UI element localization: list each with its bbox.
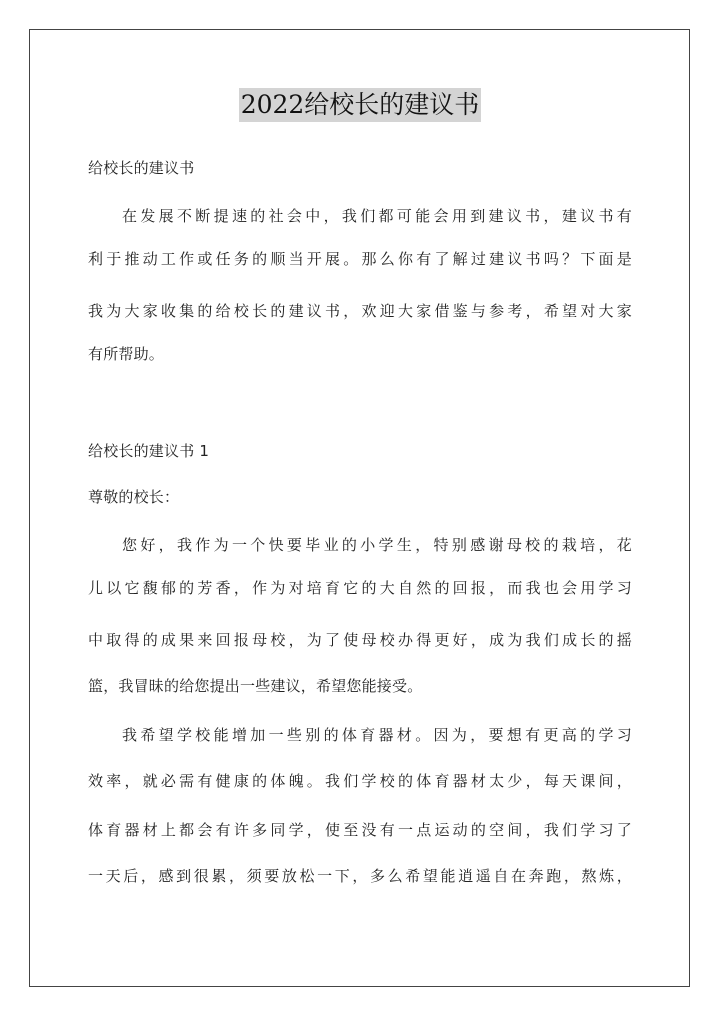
paragraph1-line-1: 您好，我作为一个快要毕业的小学生，特别感谢母校的栽培，花 bbox=[122, 536, 632, 554]
intro-line-3: 我为大家收集的给校长的建议书，欢迎大家借鉴与参考，希望对大家 bbox=[88, 302, 632, 320]
paragraph1-line-3: 中取得的成果来回报母校，为了使母校办得更好，成为我们成长的摇 bbox=[88, 631, 632, 649]
paragraph2-line-3: 体育器材上都会有许多同学，使至没有一点运动的空间，我们学习了 bbox=[88, 821, 632, 839]
intro-line-4: 有所帮助。 bbox=[88, 345, 165, 363]
section-heading: 给校长的建议书 1 bbox=[88, 442, 210, 460]
salutation: 尊敬的校长： bbox=[88, 488, 180, 506]
intro-line-2: 利于推动工作或任务的顺当开展。那么你有了解过建议书吗？下面是 bbox=[88, 250, 632, 268]
title-container bbox=[0, 88, 720, 122]
intro-line-1: 在发展不断提速的社会中，我们都可能会用到建议书，建议书有 bbox=[122, 207, 632, 225]
document-title: 2022给校长的建议书 bbox=[239, 88, 482, 122]
paragraph1-line-2: 儿以它馥郁的芳香，作为对培育它的大自然的回报，而我也会用学习 bbox=[88, 579, 632, 597]
paragraph2-line-2: 效率，就必需有健康的体魄。我们学校的体育器材太少，每天课间， bbox=[88, 772, 632, 790]
paragraph2-line-1: 我希望学校能增加一些别的体育器材。因为，要想有更高的学习 bbox=[122, 726, 632, 744]
paragraph2-line-4: 一天后，感到很累，须要放松一下，多么希望能逍遥自在奔跑，熬炼， bbox=[88, 867, 632, 885]
subtitle: 给校长的建议书 bbox=[88, 159, 195, 177]
paragraph1-line-4: 篮，我冒昧的给您提出一些建议，希望您能接受。 bbox=[88, 677, 423, 695]
